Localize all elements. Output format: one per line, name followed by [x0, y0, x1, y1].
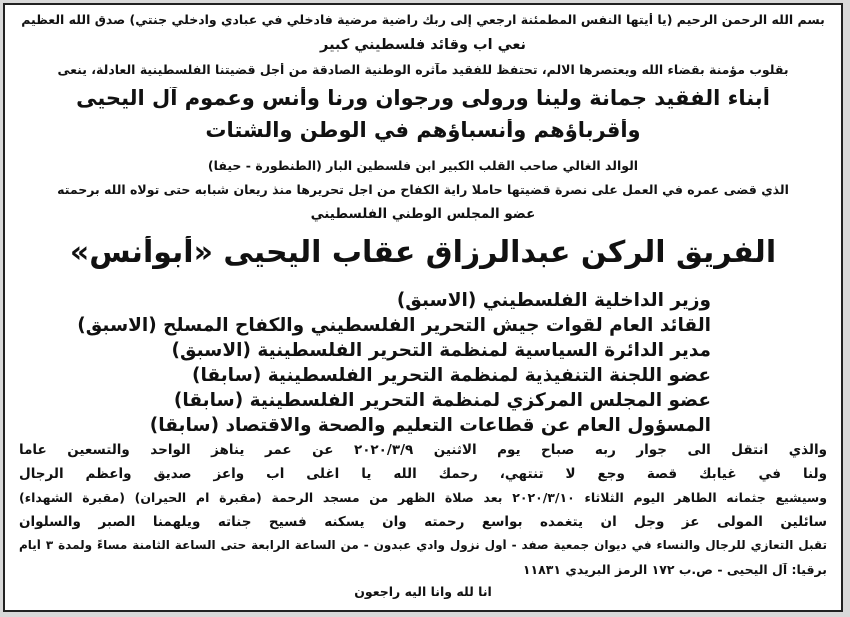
body-line: وسيشيع جثمانه الطاهر اليوم الثلاثاء ٢٠٢٠/٣/١٠ بعد صلاة الظهر من مسجد الرحمة (مقبرة ام الحيران) (مقبرة الشهداء) [19, 491, 827, 505]
intro-text: بقلوب مؤمنة بقضاء الله ويعتصرها الالم، تحتفظ للفقيد مآثره الوطنية الصادقة من أجل قضيتنا الفلسطينية العادلة، ينعى [57, 63, 789, 77]
quran-verse: بسم الله الرحمن الرحيم (يا أيتها النفس المطمئنة ارجعي إلى ربك راضية مرضية فادخلي في عبادي وادخلي جنتي) صدق الله العظيم [21, 13, 825, 27]
body-line: ولنا في غيابك قصة وجع لا تنتهي، رحمك الله يا اغلى أب وأعز صديق وأعظم الرجال [19, 467, 827, 482]
body-line: والذي انتقل الى جوار ربه صباح يوم الاثنين ٢٠٢٠/٣/٩ عن عمر يناهز الواحد والتسعين عاما [19, 443, 827, 458]
life-description: الذي قضى عمره في العمل على نصرة قضيتها حاملا راية الكفاح من اجل تحريرها منذ ريعان شبابه حتى تولاه الله برحمته [57, 183, 789, 197]
position-line: عضو اللجنة التنفيذية لمنظمة التحرير الفلسطينية (سابقا) [192, 366, 711, 386]
condolence-info: تقبل التعازي للرجال والنساء في ديوان جمعية صفد - أول نزول وادي عبدون - من الساعة الرابعة حتى الساعة الثامنة مساءً ولمدة ٣ أيام [19, 539, 827, 552]
mourners-line-1: أبناء الفقيد جمانة ولينا ورولى ورجوان ورنا وأنس وعموم آل اليحيى [76, 87, 770, 110]
notice-headline: نعي أب وقائد فلسطيني كبير [320, 38, 526, 53]
position-line: المسؤول العام عن قطاعات التعليم والصحة والاقتصاد (سابقا) [149, 416, 711, 436]
obituary-notice [3, 3, 843, 612]
deceased-name: الفريق الركن عبدالرزاق عقاب اليحيى «أبوأنس» [69, 236, 777, 269]
council-membership: عضو المجلس الوطني الفلسطيني [310, 207, 536, 222]
body-line: سائلين المولى عز وجل ان يتغمده بواسع رحمته وان يسكنه فسيح جناته ويلهمنا الصبر والسلوان [19, 515, 827, 530]
telegram-address: برقيا: آل اليحيى - ص.ب ١٧٢ الرمز البريدي ١١٨٣١ [522, 563, 827, 577]
position-line: عضو المجلس المركزي لمنظمة التحرير الفلسطينية (سابقا) [173, 391, 711, 411]
closing-phrase: انا لله وانا اليه راجعون [354, 585, 492, 599]
position-line: وزير الداخلية الفلسطيني (الاسبق) [396, 291, 711, 311]
father-description: الوالد الغالي صاحب القلب الكبير ابن فلسطين البار (الطنطورة - حيفا) [207, 159, 639, 173]
mourners-line-2: وأقرباؤهم وأنسباؤهم في الوطن والشتات [205, 119, 641, 142]
position-line: القائد العام لقوات جيش التحرير الفلسطيني والكفاح المسلح (الاسبق) [77, 316, 711, 336]
position-line: مدير الدائرة السياسية لمنظمة التحرير الفلسطينية (الاسبق) [171, 341, 711, 361]
